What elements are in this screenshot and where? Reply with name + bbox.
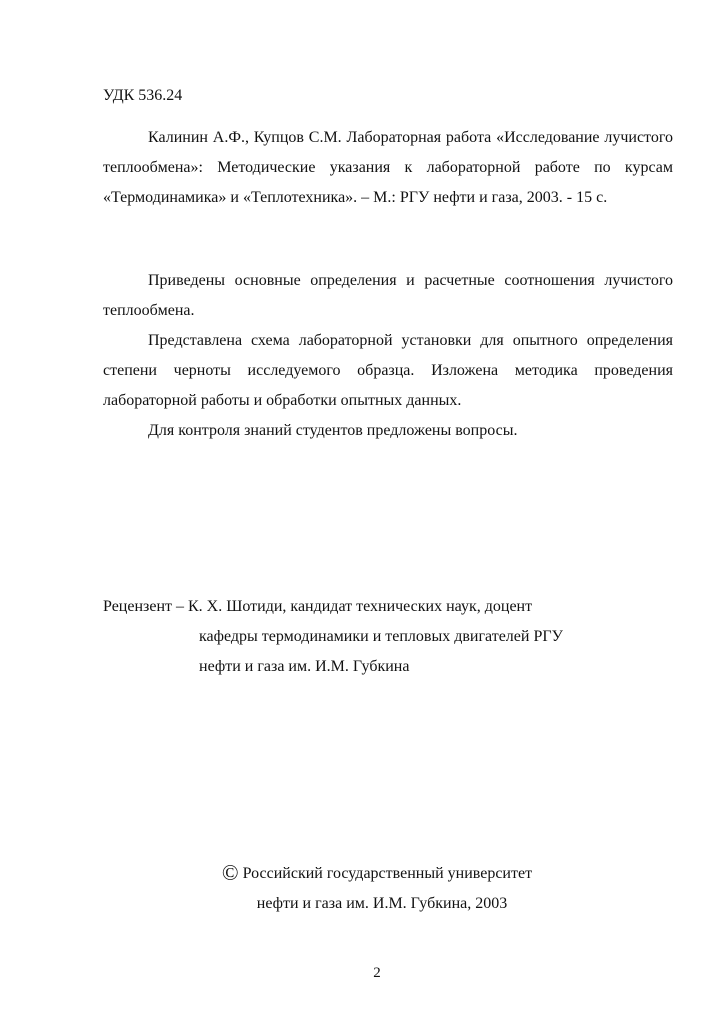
bibliographic-record: Калинин А.Ф., Купцов С.М. Лабораторная работа «Исследование лучистого теплообмена»: Методические указания к лабораторной работе по курсам «Термодинамика» и «Теплотехника». – М.: РГУ нефти и газа, 2003. - 15 с.: [103, 129, 673, 206]
copyright-icon: ©: [221, 860, 239, 885]
reviewer-line-2: кафедры термодинамики и тепловых двигателей РГУ: [199, 628, 563, 645]
udk-code: УДК 536.24: [103, 87, 183, 104]
abstract-paragraph-2: Представлена схема лабораторной установки для опытного определения степени черноты исследуемого образца. Изложена методика проведения лабораторной работы и обработки опытных данных.: [103, 332, 673, 409]
reviewer-line-3: нефти и газа им. И.М. Губкина: [199, 658, 410, 675]
abstract: [103, 266, 673, 446]
copyright-organization: Российский государственный университет: [242, 865, 533, 882]
copyright-line-1: [0, 858, 724, 889]
reviewer-block: [103, 592, 663, 682]
copyright-line-2: нефти и газа им. И.М. Губкина, 2003: [256, 895, 508, 912]
abstract-paragraph-3: Для контроля знаний студентов предложены вопросы.: [148, 422, 518, 439]
copyright-block: [0, 858, 724, 919]
page-number: 2: [373, 965, 381, 981]
abstract-paragraph-1: Приведены основные определения и расчетные соотношения лучистого теплообмена.: [103, 272, 673, 319]
reviewer-line-1: Рецензент – К. Х. Шотиди, кандидат технических наук, доцент: [103, 598, 533, 615]
